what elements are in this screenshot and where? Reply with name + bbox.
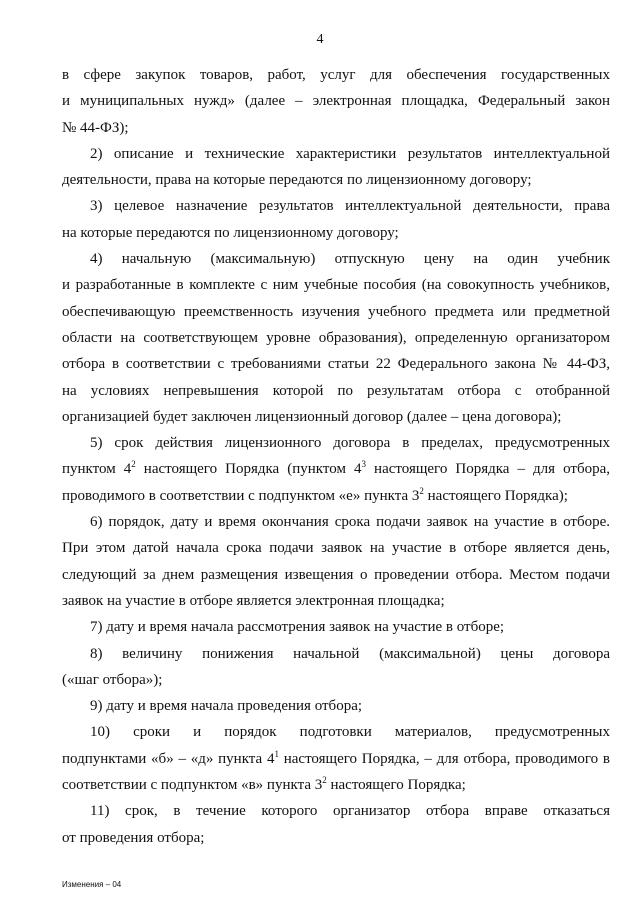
text-line: отбора в соответствии с требованиями статьи 22 Федерального закона № 44-ФЗ,: [62, 356, 610, 373]
text-line: 6) порядок, дату и время окончания срока подачи заявок на участие в отборе.: [90, 514, 610, 531]
text-line: При этом датой начала срока подачи заявок на участие в отборе является день,: [62, 540, 610, 557]
text-line: заявок на участие в отборе является электронная площадка;: [62, 592, 445, 609]
text-line: 5) срок действия лицензионного договора в пределах, предусмотренных: [90, 435, 610, 452]
text-line: области на соответствующем уровне образования), определенную организатором: [62, 329, 610, 346]
text-line: («шаг отбора»);: [62, 671, 163, 688]
text-line: 2) описание и технические характеристики результатов интеллектуальной: [90, 145, 610, 162]
text-line: [62, 772, 610, 798]
text-line: на условиях непревышения которой по результатам отбора с отобранной: [62, 382, 610, 399]
text-line: 4) начальную (максимальную) отпускную цену на один учебник: [90, 251, 610, 268]
text-run: настоящего Порядка;: [326, 777, 466, 794]
text-line: [62, 483, 610, 509]
text-line: 10) сроки и порядок подготовки материалов, предусмотренных: [90, 724, 610, 741]
superscript: 2: [322, 775, 327, 786]
text-line: обеспечивающую преемственность изучения учебного предмета или предметной: [62, 303, 610, 320]
text-run: настоящего Порядка);: [423, 487, 568, 504]
text-line: 11) срок, в течение которого организатор отбора вправе отказаться: [90, 803, 610, 820]
superscript: 2: [419, 485, 424, 496]
text-line: на которые передаются по лицензионному договору;: [62, 224, 399, 241]
document-body: [62, 62, 610, 851]
superscript: 1: [274, 748, 279, 759]
text-line: 8) величину понижения начальной (максимальной) цены договора: [90, 645, 610, 662]
text-line: № 44-ФЗ);: [62, 119, 129, 136]
text-line: и муниципальных нужд» (далее – электронная площадка, Федеральный закон: [62, 93, 610, 110]
text-line: в сфере закупок товаров, работ, услуг для обеспечения государственных: [62, 67, 610, 83]
text-run: проводимого в соответствии с подпунктом «е» пункта 3: [62, 487, 420, 504]
text-line: 9) дату и время начала проведения отбора;: [90, 698, 363, 715]
superscript: 3: [361, 459, 366, 470]
text-line: деятельности, права на которые передаются по лицензионному договору;: [62, 172, 532, 189]
text-line: организацией будет заключен лицензионный договор (далее – цена договора);: [62, 408, 562, 425]
page-number: 4: [316, 32, 324, 47]
text-run: настоящего Порядка – для отбора,: [366, 461, 610, 478]
text-run: соответствии с подпунктом «в» пункта 3: [62, 777, 323, 794]
text-line: и разработанные в комплекте с ним учебные пособия (на совокупность учебников,: [62, 277, 610, 294]
text-line: следующий за днем размещения извещения о проведении отбора. Местом подачи: [62, 566, 610, 583]
text-line: [62, 456, 610, 482]
text-run: настоящего Порядка (пунктом 4: [135, 461, 362, 478]
footer-revision-note: Изменения – 04: [62, 880, 122, 889]
text-line: [62, 746, 610, 772]
text-line: от проведения отбора;: [62, 829, 205, 846]
text-line: 3) целевое назначение результатов интеллектуальной деятельности, права: [90, 198, 610, 215]
superscript: 2: [131, 459, 136, 470]
text-run: пунктом 4: [62, 461, 132, 478]
text-line: 7) дату и время начала рассмотрения заявок на участие в отборе;: [90, 619, 505, 636]
text-run: настоящего Порядка, – для отбора, проводимого в: [278, 750, 610, 767]
text-run: подпунктами «б» – «д» пункта 4: [62, 750, 275, 767]
